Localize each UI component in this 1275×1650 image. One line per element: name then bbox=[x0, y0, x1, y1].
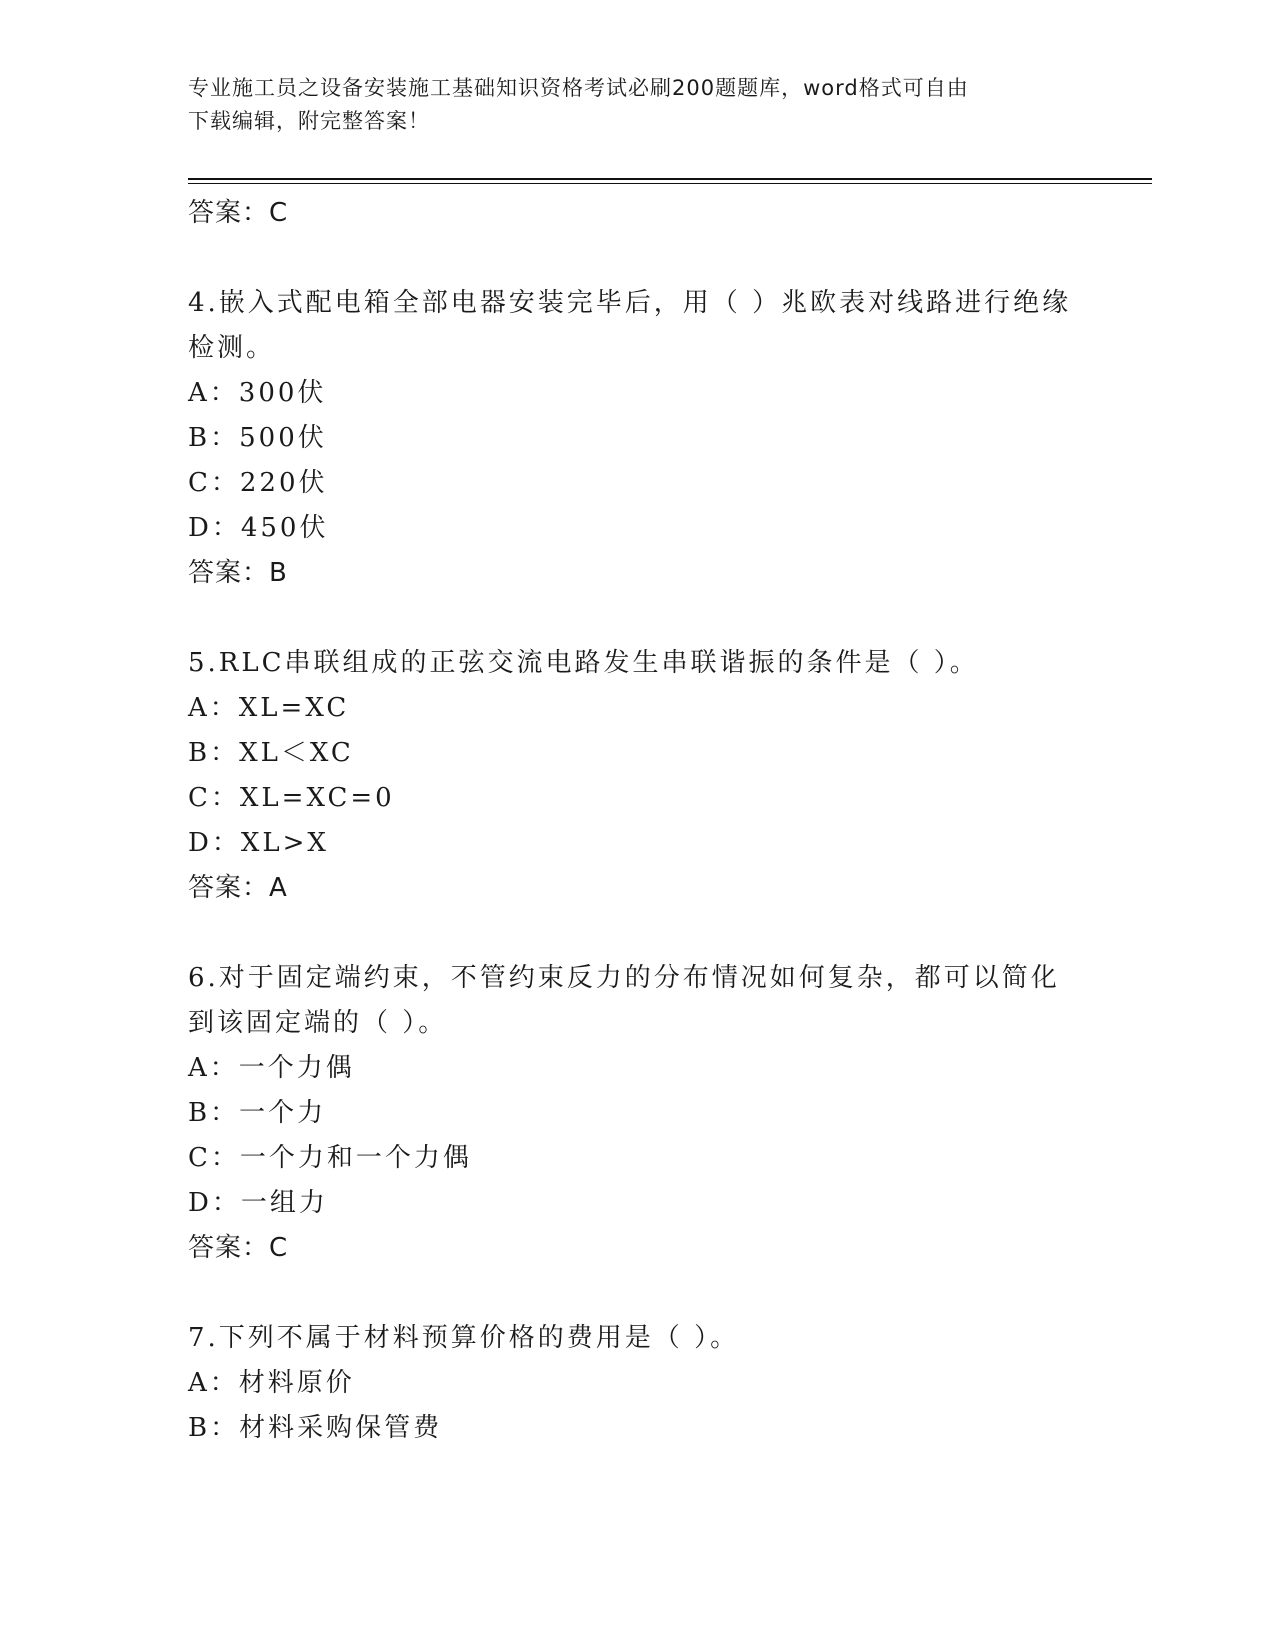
answer-line: 答案：B bbox=[188, 558, 288, 588]
header-rule-thick bbox=[188, 178, 1152, 180]
stem-line: 5.RLC串联组成的正弦交流电路发生串联谐振的条件是（ ）。 bbox=[188, 648, 979, 678]
answer-line: 答案：C bbox=[188, 198, 289, 228]
option-b: B：500伏 bbox=[188, 423, 327, 453]
question-list bbox=[188, 191, 1088, 1451]
stem-line: 到该固定端的（ ）。 bbox=[188, 1008, 448, 1038]
header-line-2: 下载编辑，附完整答案！ bbox=[188, 109, 430, 133]
option-b: B：材料采购保管费 bbox=[188, 1413, 443, 1443]
stem-line: 7.下列不属于材料预算价格的费用是（ ）。 bbox=[188, 1323, 740, 1353]
option-b: B：XL＜XC bbox=[188, 738, 354, 768]
header-rule-thin bbox=[188, 183, 1152, 184]
option-a: A：材料原价 bbox=[188, 1368, 355, 1398]
question-stem bbox=[188, 281, 1088, 371]
document-header bbox=[188, 72, 1078, 138]
option-c: C：220伏 bbox=[188, 468, 328, 498]
question-5 bbox=[188, 641, 1088, 911]
option-d: D：一组力 bbox=[188, 1188, 328, 1218]
stem-line: 6.对于固定端约束，不管约束反力的分布情况如何复杂，都可以简化 bbox=[188, 963, 1060, 993]
option-d: D：XL>X bbox=[188, 828, 329, 858]
option-d: D：450伏 bbox=[188, 513, 329, 543]
question-stem bbox=[188, 956, 1088, 1046]
stem-line: 检测。 bbox=[188, 333, 276, 363]
question-7 bbox=[188, 1316, 1088, 1451]
option-a: A：XL=XC bbox=[188, 693, 350, 723]
question-6 bbox=[188, 956, 1088, 1271]
question-stem bbox=[188, 1316, 1088, 1361]
answer-line: 答案：C bbox=[188, 1233, 289, 1263]
option-a: A：一个力偶 bbox=[188, 1053, 355, 1083]
option-c: C：一个力和一个力偶 bbox=[188, 1143, 472, 1173]
option-b: B：一个力 bbox=[188, 1098, 327, 1128]
stem-line: 4.嵌入式配电箱全部电器安装完毕后，用（ ）兆欧表对线路进行绝缘 bbox=[188, 288, 1072, 318]
option-a: A：300伏 bbox=[188, 378, 327, 408]
answer-line: 答案：A bbox=[188, 873, 288, 903]
option-c: C：XL=XC=0 bbox=[188, 783, 395, 813]
question-4 bbox=[188, 281, 1088, 596]
question-stem bbox=[188, 641, 1088, 686]
header-line-1: 专业施工员之设备安装施工基础知识资格考试必刷200题题库，word格式可自由 bbox=[188, 76, 969, 100]
